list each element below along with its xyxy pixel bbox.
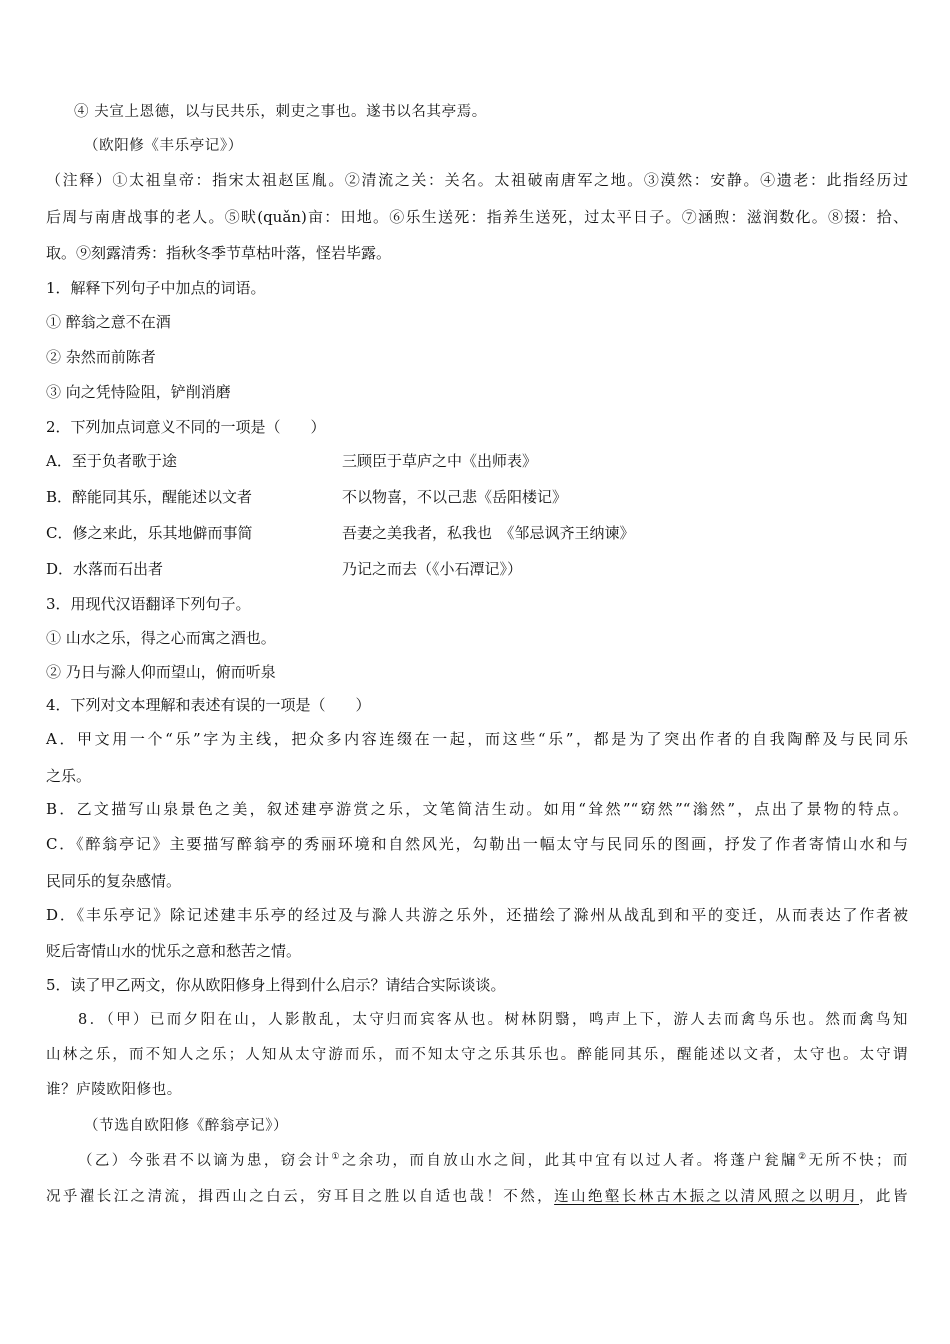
question-8-jia-line: 8．（甲）已而夕阳在山，人影散乱，太守归而宾客从也。树林阴翳，鸣声上下，游人去而禽鸟乐也。然而禽鸟知 bbox=[78, 1012, 908, 1028]
question-8-jia-line: 山林之乐，而不知人之乐；人知从太守游而乐，而不知太守之乐其乐也。醉能同其乐，醒能述以文者，太守也。太守谓 bbox=[46, 1047, 908, 1063]
question-3-item: ① 山水之乐，得之心而寓之酒也。 bbox=[46, 629, 276, 647]
question-1-item: ① 醉翁之意不在酒 bbox=[46, 313, 171, 331]
question-8-jia-line: 谁？庐陵欧阳修也。 bbox=[46, 1082, 182, 1098]
question-4-line: 贬后寄情山水的忧乐之意和愁苦之情。 bbox=[46, 942, 302, 960]
yi-text: 况乎濯长江之清流，揖西山之白云，穷耳目之胜以自适也哉！不然， bbox=[46, 1189, 555, 1205]
footnote-marker: ① bbox=[331, 1152, 342, 1163]
question-4-line: C．《醉翁亭记》主要描写醉翁亭的秀丽环境和自然风光，勾勒出一幅太守与民同乐的图画，抒发了作者寄情山水和与 bbox=[46, 835, 908, 853]
notes-line: （注释）①太祖皇帝：指宋太祖赵匡胤。②清流之关：关名。太祖破南唐军之地。③漠然：安静。④遗老：此指经历过 bbox=[46, 171, 908, 189]
notes-line: 后周与南唐战事的老人。⑤畎(quǎn)亩：田地。⑥乐生送死：指养生送死，过太平日子。⑦涵煦：滋润数化。⑧掇：拾、 bbox=[46, 208, 908, 226]
question-4-line: 之乐。 bbox=[46, 767, 92, 785]
question-4-stem: 4．下列对文本理解和表述有误的一项是（ ） bbox=[46, 696, 371, 714]
question-1-item: ② 杂然而前陈者 bbox=[46, 348, 156, 366]
passage-line: ④ 夫宣上恩德，以与民共乐，刺吏之事也。遂书以名其亭焉。 bbox=[74, 104, 487, 120]
question-8-yi-line bbox=[46, 1187, 908, 1207]
yi-text: ，此皆 bbox=[859, 1189, 908, 1205]
yi-text: 无所不快；而 bbox=[808, 1153, 909, 1169]
question-5-stem: 5．读了甲乙两文，你从欧阳修身上得到什么启示？请结合实际谈谈。 bbox=[46, 976, 506, 994]
question-3-item: ② 乃日与滁人仰而望山，俯而听泉 bbox=[46, 663, 276, 681]
option-a-right: 三顾臣于草庐之中《出师表》 bbox=[342, 452, 538, 470]
underlined-sentence: 连山绝壑长林古木振之以清风照之以明月 bbox=[554, 1189, 859, 1205]
question-4-line: A．甲文用一个“乐”字为主线，把众多内容连缀在一起，而这些“乐”，都是为了突出作者的自我陶醉及与民同乐 bbox=[46, 730, 908, 748]
option-c-right: 吾妻之美我者，私我也 《邹忌讽齐王纳谏》 bbox=[342, 524, 635, 542]
option-c-left: C．修之来此，乐其地僻而事简 bbox=[46, 524, 253, 542]
option-b-left: B．醉能同其乐，醒能述以文者 bbox=[46, 488, 253, 506]
option-a-left: A．至于负者歌于途 bbox=[46, 452, 177, 470]
question-8-jia-source: （节选自欧阳修《醉翁亭记》） bbox=[84, 1118, 289, 1134]
question-4-line: D．《丰乐亭记》除记述建丰乐亭的经过及与滁人共游之乐外，还描绘了滁州从战乱到和平的变迁，从而表达了作者被 bbox=[46, 906, 908, 924]
question-8-yi-line bbox=[78, 1151, 908, 1171]
question-1-item: ③ 向之凭恃险阻，铲削消磨 bbox=[46, 383, 231, 401]
yi-text: 之余功，而自放山水之间，此其中宜有以过人者。将蓬户瓮牖 bbox=[341, 1153, 798, 1169]
yi-text: （乙）今张君不以谪为患，窃会计 bbox=[78, 1153, 332, 1169]
question-2-stem: 2．下列加点词意义不同的一项是（ ） bbox=[46, 418, 326, 436]
passage-source: （欧阳修《丰乐亭记》） bbox=[84, 138, 243, 154]
question-3-stem: 3．用现代汉语翻译下列句子。 bbox=[46, 595, 251, 613]
option-d-right: 乃记之而去（《小石潭记》） bbox=[342, 560, 523, 578]
notes-line: 取。⑨刻露清秀：指秋冬季节草枯叶落，怪岩毕露。 bbox=[46, 244, 392, 262]
option-d-left: D．水落而石出者 bbox=[46, 560, 164, 578]
question-4-line: B．乙文描写山泉景色之美，叙述建亭游赏之乐，文笔简洁生动。如用“耸然”“窈然”“滃然”，点出了景物的特点。 bbox=[46, 800, 908, 818]
option-b-right: 不以物喜，不以己悲《岳阳楼记》 bbox=[342, 488, 568, 506]
question-1-stem: 1．解释下列句子中加点的词语。 bbox=[46, 279, 266, 297]
footnote-marker: ② bbox=[797, 1152, 809, 1163]
question-4-line: 民同乐的复杂感情。 bbox=[46, 872, 182, 890]
